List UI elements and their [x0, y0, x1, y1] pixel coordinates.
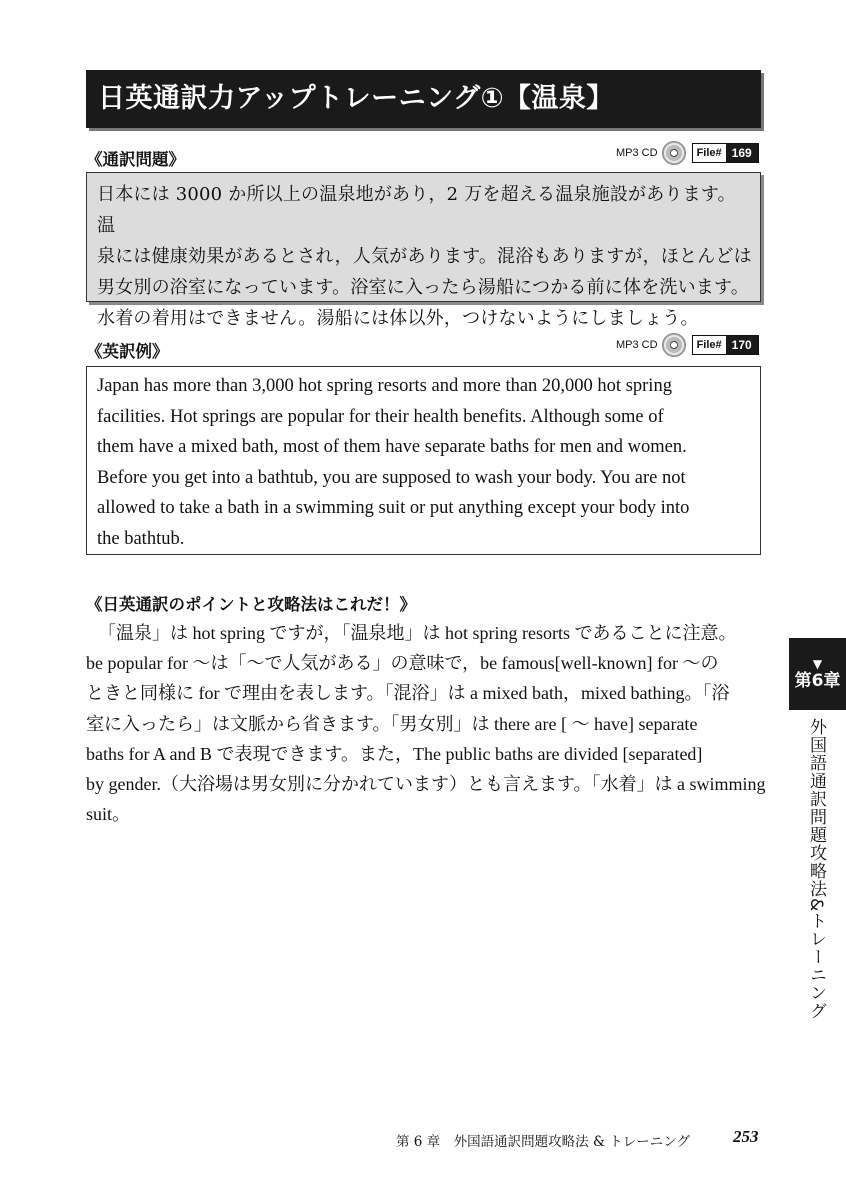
problem-text-box: [86, 172, 761, 329]
chapter-tab: [789, 638, 846, 710]
points-line: 「温泉」は hot spring ですが，「温泉地」は hot spring resorts であることに注意。: [98, 623, 737, 643]
points-line: ときと同様に for で理由を表します。「混浴」は a mixed bath，mixed bathing。「浴: [86, 683, 730, 704]
points-line: 室に入ったら」は文脈から省きます。「男女別」は there are [ ～ have] separate: [86, 713, 698, 734]
file-badge: [692, 335, 759, 355]
chapter-title-vertical: 外国語通訳問題攻略法&トレーニング: [806, 718, 826, 1021]
mp3-indicator-1: [616, 141, 759, 165]
points-line: baths for A and B で表現できます。また，The public baths are divided [separated]: [86, 743, 703, 764]
file-number: 169: [726, 144, 758, 162]
points-line: suit。: [86, 804, 131, 825]
running-footer: 第 6 章 外国語通訳問題攻略法 & トレーニング: [396, 1134, 691, 1150]
points-text: [86, 618, 766, 829]
translation-line: Japan has more than 3,000 hot spring resorts and more than 20,000 hot spring: [97, 376, 672, 396]
problem-line: 泉には健康効果があるとされ，人気があります。混浴もありますが，ほとんどは: [97, 246, 752, 267]
points-line: by gender.（大浴場は男女別に分かれています）とも言えます。「水着」は a swimming: [86, 774, 766, 795]
section-heading-points: 《日英通訳のポイントと攻略法はこれだ！》: [86, 595, 416, 614]
problem-line: 男女別の浴室になっています。浴室に入ったら湯船につかる前に体を洗います。: [97, 277, 749, 298]
page-title: 日英通訳力アップトレーニング①【温泉】: [86, 70, 761, 128]
cd-icon: [662, 141, 686, 165]
translation-text-box: [86, 366, 761, 555]
translation-line: allowed to take a bath in a swimming suit or put anything except your body into: [97, 498, 690, 518]
translation-line: them have a mixed bath, most of them have separate baths for men and women.: [97, 437, 687, 457]
mp3-label: MP3 CD: [616, 147, 658, 159]
chapter-label: 第6章: [794, 671, 841, 691]
file-badge: [692, 143, 759, 163]
translation-line: the bathtub.: [97, 528, 185, 549]
problem-line: 水着の着用はできません。湯船には体以外，つけないようにしましょう。: [97, 308, 699, 329]
mp3-label: MP3 CD: [616, 339, 658, 351]
section-heading-problem: 《通訳問題》: [86, 150, 185, 169]
section-heading-translation: 《英訳例》: [86, 342, 169, 361]
file-number: 170: [726, 336, 758, 354]
file-label: File#: [693, 336, 726, 354]
translation-line: Before you get into a bathtub, you are supposed to wash your body. You are not: [97, 467, 686, 488]
points-line: be popular for ～は「～で人気がある」の意味で，be famous[well-known] for ～の: [86, 653, 719, 674]
cd-icon: [662, 333, 686, 357]
problem-line: 日本には 3000 か所以上の温泉地があり，2 万を超える温泉施設があります。温: [97, 184, 736, 236]
translation-line: facilities. Hot springs are popular for their health benefits. Although some of: [97, 406, 664, 427]
triangle-down-icon: ▼: [812, 657, 823, 671]
page-number: 253: [733, 1127, 759, 1146]
mp3-indicator-2: [616, 333, 759, 357]
file-label: File#: [693, 144, 726, 162]
